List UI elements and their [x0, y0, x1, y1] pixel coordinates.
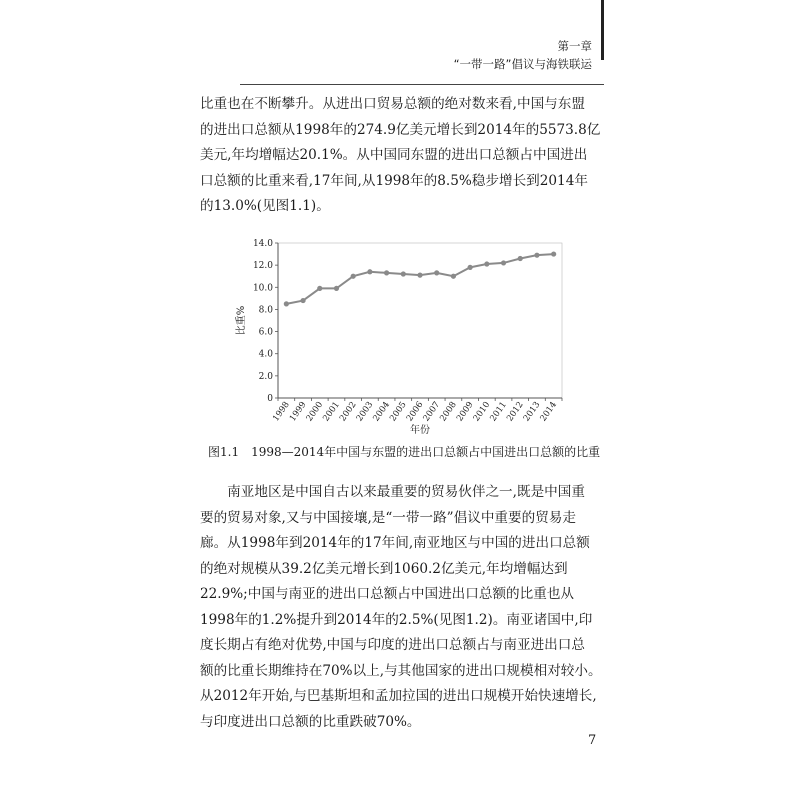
paragraph-line: 南亚地区是中国自古以来最重要的贸易伙伴之一,既是中国重 — [200, 484, 585, 500]
x-tick-label: 2004 — [371, 399, 393, 424]
x-tick-label: 2005 — [388, 399, 409, 424]
y-tick-label: 2.0 — [258, 371, 273, 382]
plot-area — [278, 243, 562, 398]
data-point — [501, 260, 506, 265]
data-point — [451, 274, 456, 279]
data-point — [434, 270, 439, 275]
paragraph-line: 的13.0%(见图1.1)。 — [200, 198, 330, 214]
x-tick-label: 2000 — [304, 399, 326, 424]
x-tick-label: 1999 — [287, 399, 309, 424]
x-tick-label: 2013 — [521, 399, 543, 424]
line-chart — [230, 230, 570, 435]
data-point — [417, 273, 422, 278]
paragraph-line: 比重也在不断攀升。从进出口贸易总额的绝对数来看,中国与东盟 — [200, 96, 585, 112]
data-point — [518, 256, 523, 261]
paragraph-line: 22.9%;中国与南亚的进出口总额占中国进出口总额的比重也从 — [200, 586, 575, 602]
y-tick-label: 6.0 — [258, 327, 273, 338]
y-tick-label: 14.0 — [252, 239, 273, 249]
x-axis-title: 年份 — [410, 425, 430, 435]
x-tick-label: 1998 — [271, 399, 292, 424]
data-point — [367, 269, 372, 274]
data-point — [284, 301, 289, 306]
paragraph-line: 1998年的1.2%提升到2014年的2.5%(见图1.2)。南亚诸国中,印 — [200, 611, 593, 628]
data-point — [334, 286, 339, 291]
header-rule — [240, 84, 604, 85]
page-number: 7 — [588, 733, 597, 748]
data-point — [551, 251, 556, 256]
paragraph-line: 与印度进出口总额的比重跌破70%。 — [200, 713, 421, 730]
paragraph-line: 的进出口总额从1998年的274.9亿美元增长到2014年的5573.8亿 — [200, 121, 601, 138]
x-tick-label: 2002 — [338, 399, 359, 424]
data-point — [468, 265, 473, 270]
data-point — [484, 261, 489, 266]
x-tick-label: 2006 — [404, 399, 426, 424]
x-tick-label: 2012 — [505, 399, 526, 424]
y-tick-label: 10.0 — [252, 283, 273, 294]
x-tick-label: 2009 — [454, 399, 476, 424]
x-tick-label: 2008 — [438, 399, 459, 424]
paragraph-line: 从2012年开始,与巴基斯坦和孟加拉国的进出口规模开始快速增长, — [200, 688, 597, 704]
paragraph-line: 要的贸易对象,又与中国接壤,是“一带一路”倡议中重要的贸易走 — [200, 509, 576, 526]
x-tick-label: 2007 — [421, 399, 443, 424]
chapter-subtitle: “一带一路”倡议与海铁联运 — [453, 57, 592, 71]
x-tick-label: 2014 — [538, 399, 560, 424]
data-point — [300, 298, 305, 303]
figure-caption: 图1.1 1998—2014年中国与东盟的进出口总额占中国进出口总额的比重 — [208, 445, 601, 459]
header-vertical-rule — [601, 0, 604, 60]
data-point — [351, 274, 356, 279]
x-tick-label: 2010 — [471, 399, 493, 424]
y-axis-title: 比重% — [236, 305, 247, 336]
paragraph-line: 美元,年均增幅达20.1%。从中国同东盟的进出口总额占中国进出 — [200, 147, 588, 163]
x-tick-label: 2011 — [488, 399, 509, 424]
series-line — [286, 254, 553, 304]
y-tick-label: 0 — [267, 394, 273, 404]
chapter-label: 第一章 — [557, 39, 592, 53]
y-tick-label: 8.0 — [258, 305, 273, 316]
data-point — [534, 253, 539, 258]
y-tick-label: 4.0 — [258, 349, 273, 360]
paragraph-line: 额的比重长期维持在70%以上,与其他国家的进出口规模相对较小。 — [200, 662, 602, 679]
paragraph-line: 的绝对规模从39.2亿美元增长到1060.2亿美元,年均增幅达到 — [200, 560, 568, 577]
paragraph-line: 口总额的比重来看,17年间,从1998年的8.5%稳步增长到2014年 — [200, 172, 588, 189]
data-point — [317, 286, 322, 291]
paragraph-1 — [200, 92, 605, 220]
paragraph-line: 度长期占有绝对优势,中国与印度的进出口总额占与南亚进出口总 — [200, 637, 585, 653]
y-tick-label: 12.0 — [252, 261, 273, 272]
data-point — [401, 271, 406, 276]
x-tick-label: 2001 — [321, 399, 342, 424]
paragraph-2 — [200, 480, 605, 735]
x-tick-label: 2003 — [354, 399, 376, 424]
paragraph-line: 廊。从1998年到2014年的17年间,南亚地区与中国的进出口总额 — [200, 535, 590, 551]
data-point — [384, 270, 389, 275]
